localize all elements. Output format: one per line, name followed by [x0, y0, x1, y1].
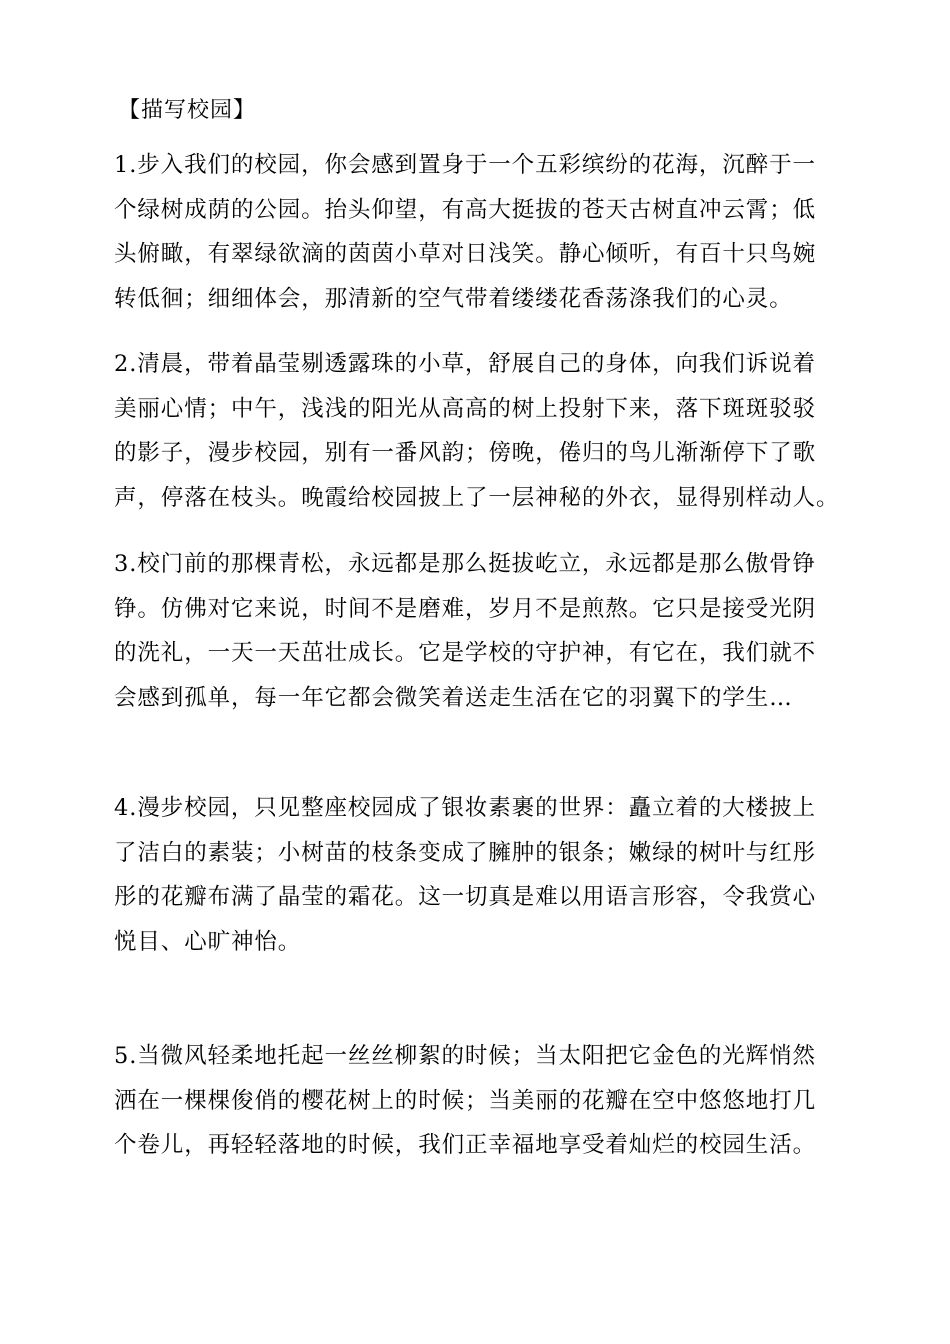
paragraph-line: 转低徊；细细体会，那清新的空气带着缕缕花香荡涤我们的心灵。 [114, 285, 793, 312]
paragraph-1 [114, 143, 839, 321]
paragraph-line: 头俯瞰，有翠绿欲滴的茵茵小草对日浅笑。静心倾听，有百十只鸟婉 [114, 241, 817, 267]
paragraph-line: 1.步入我们的校园，你会感到置身于一个五彩缤纷的花海，沉醉于一 [114, 152, 816, 178]
paragraph-line: 2.清晨，带着晶莹剔透露珠的小草，舒展自己的身体，向我们诉说着 [114, 351, 816, 377]
section-heading: 【描写校园】 [118, 98, 257, 123]
paragraph-line: 3.校门前的那棵青松，永远都是那么挺拔屹立，永远都是那么傲骨铮 [114, 551, 816, 577]
paragraph-line: 的洗礼，一天一天茁壮成长。它是学校的守护神，有它在，我们就不 [114, 640, 817, 666]
paragraph-line: 的影子，漫步校园，别有一番风韵；傍晚，倦归的鸟儿渐渐停下了歌 [114, 440, 817, 466]
paragraph-line: 铮。仿佛对它来说，时间不是磨难，岁月不是煎熬。它只是接受光阴 [114, 595, 817, 622]
paragraph-line: 个绿树成荫的公园。抬头仰望，有高大挺拔的苍天古树直冲云霄；低 [114, 196, 817, 223]
paragraph-line: 会感到孤单，每一年它都会微笑着送走生活在它的羽翼下的学生… [114, 684, 793, 711]
paragraph-3 [114, 542, 839, 720]
paragraph-line: 4.漫步校园，只见整座校园成了银妆素裹的世界：矗立着的大楼披上 [114, 795, 816, 821]
paragraph-2 [114, 342, 839, 520]
paragraph-line: 声，停落在枝头。晚霞给校园披上了一层神秘的外衣，显得别样动人。 [114, 484, 840, 511]
paragraph-line: 悦目、心旷神怡。 [114, 928, 302, 955]
paragraph-line: 美丽心情；中午，浅浅的阳光从高高的树上投射下来，落下斑斑驳驳 [114, 395, 817, 422]
paragraph-line: 了洁白的素装；小树苗的枝条变成了臃肿的银条；嫩绿的树叶与红彤 [114, 839, 817, 866]
paragraph-5 [114, 1034, 839, 1168]
paragraph-line: 5.当微风轻柔地托起一丝丝柳絮的时候；当太阳把它金色的光辉悄然 [114, 1043, 816, 1069]
paragraph-line: 个卷儿，再轻轻落地的时候，我们正幸福地享受着灿烂的校园生活。 [114, 1132, 817, 1158]
paragraph-line: 洒在一棵棵俊俏的樱花树上的时候；当美丽的花瓣在空中悠悠地打几 [114, 1087, 817, 1114]
paragraph-line: 彤的花瓣布满了晶莹的霜花。这一切真是难以用语言形容，令我赏心 [114, 884, 817, 910]
paragraph-4 [114, 786, 839, 964]
